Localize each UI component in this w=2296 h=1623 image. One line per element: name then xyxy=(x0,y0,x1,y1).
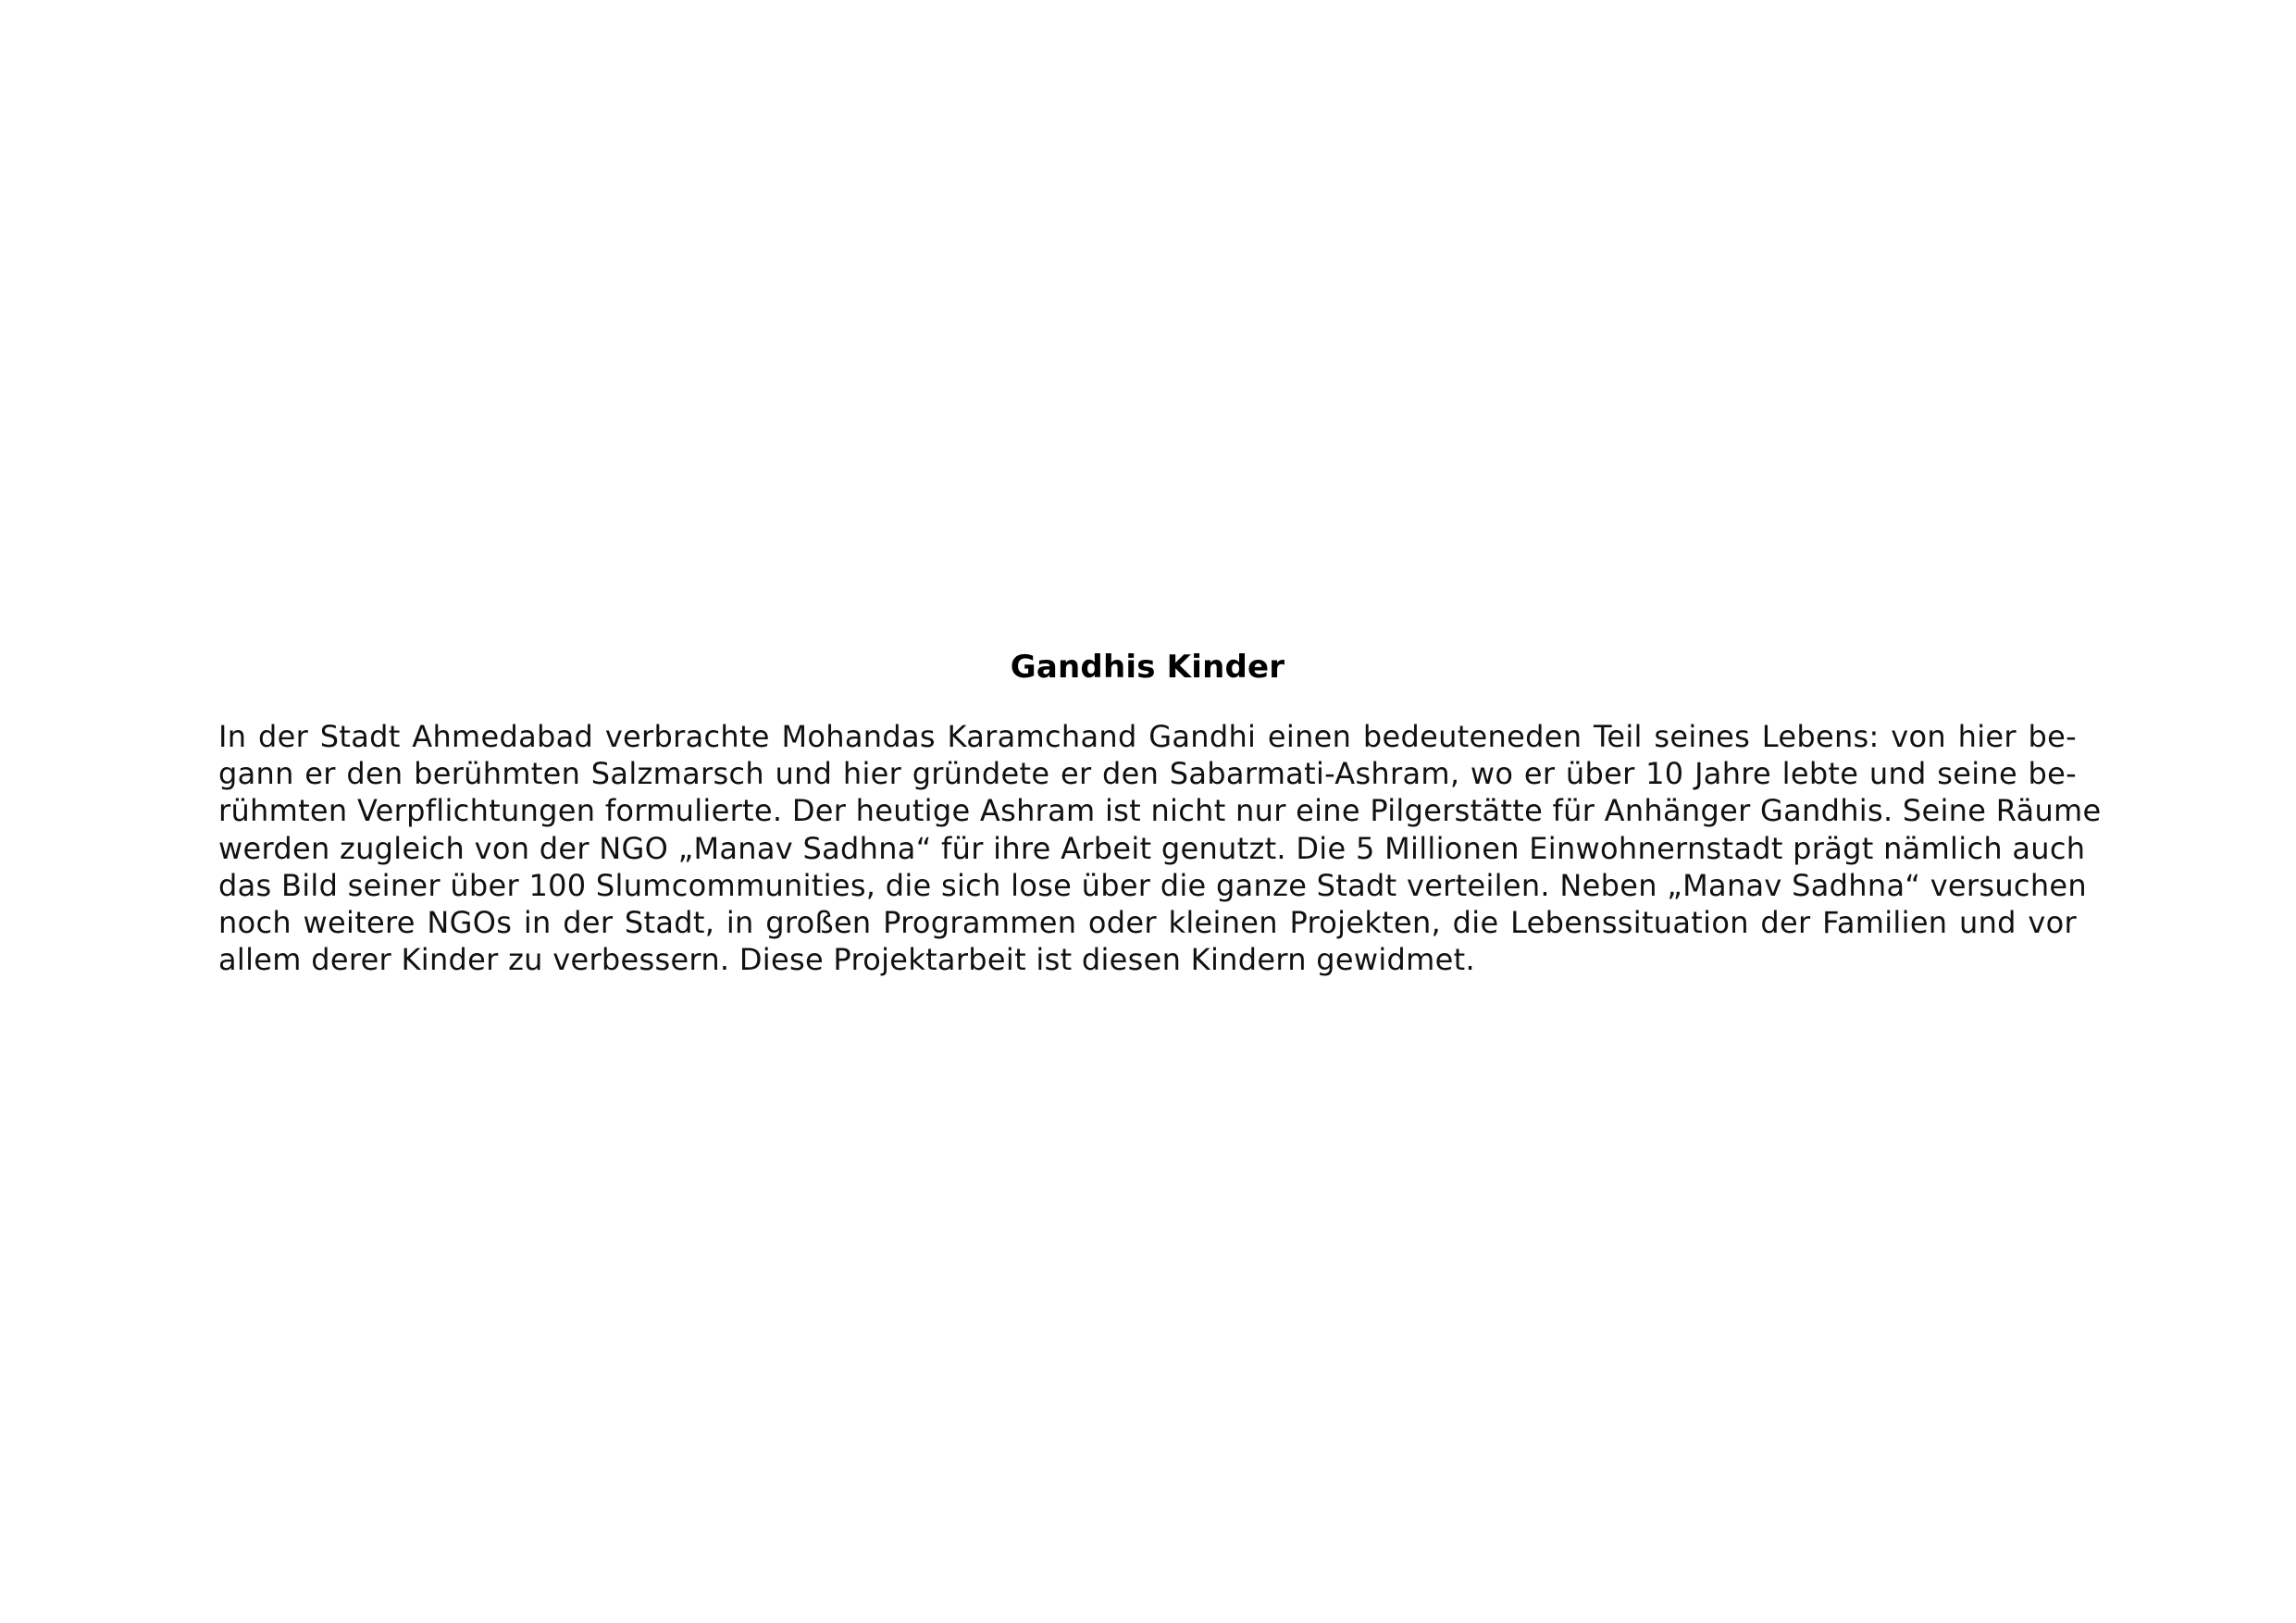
paragraph-line: werden zugleich von der NGO „Manav Sadhna“ für ihre Arbeit genutzt. Die 5 Millionen Einwohnernstadt prägt nämlich auch xyxy=(218,830,2086,866)
paragraph-line: allem derer Kinder zu verbessern. Diese Projektarbeit ist diesen Kindern gewidmet. xyxy=(218,942,1475,978)
paragraph-line: In der Stadt Ahmedabad verbrachte Mohandas Karamchand Gandhi einen bedeuteneden Teil seines Lebens: von hier be- xyxy=(218,719,2077,754)
paragraph-line: gann er den berühmten Salzmarsch und hier gründete er den Sabarmati-Ashram, wo er über 10 Jahre lebte und seine be- xyxy=(218,756,2077,792)
paragraph-line: das Bild seiner über 100 Slumcommunities, die sich lose über die ganze Stadt verteilen. Neben „Manav Sadhna“ versuchen xyxy=(218,867,2087,903)
paragraph-line: noch weitere NGOs in der Stadt, in großen Programmen oder kleinen Projekten, die Lebenssituation der Familien und vor xyxy=(218,905,2077,941)
text-block xyxy=(218,642,2102,978)
paragraph-line: rühmten Verpflichtungen formulierte. Der heutige Ashram ist nicht nur eine Pilgerstätte für Anhänger Gandhis. Seine Räume xyxy=(218,793,2102,829)
page-title: Gandhis Kinder xyxy=(1010,649,1285,686)
body-paragraph xyxy=(218,718,2102,978)
